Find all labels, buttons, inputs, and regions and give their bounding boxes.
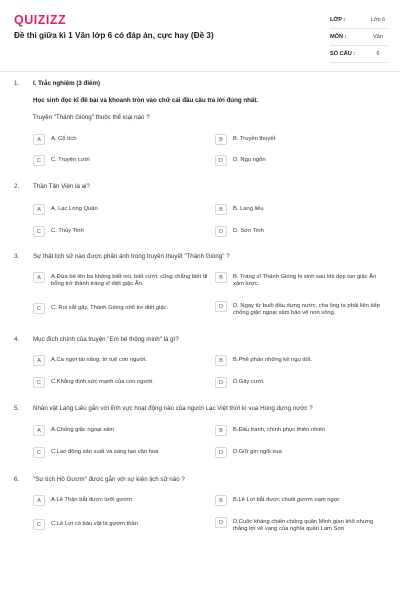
question-text: Thần Tản Viên là ai? [33,183,90,190]
meta-row-subject [330,29,388,46]
meta-box [330,12,388,63]
meta-value: Lớp 6 [370,17,386,23]
question-number: 5. [14,405,20,412]
option-letter: A [33,425,45,436]
option-text: B. Truyền thuyết [233,135,276,142]
meta-row-class [330,12,388,29]
option-b[interactable] [215,495,387,506]
meta-value: Văn [373,34,383,40]
option-letter: C [33,226,45,237]
document-title: Đề thi giữa kì 1 Văn lớp 6 có đáp án, cực hay (Đề 3) [14,31,214,40]
meta-value: 6 [376,51,380,57]
option-text: C. Truyện cười [51,156,90,163]
option-c[interactable] [33,447,211,458]
option-c[interactable] [33,226,193,237]
question-text: "Sự tích Hồ Gươm" được gắn với sự kiện lịch sử nào ? [33,476,185,483]
option-c[interactable] [33,155,193,166]
option-letter: B [215,355,227,366]
option-d[interactable] [215,517,387,534]
option-d[interactable] [215,226,385,237]
worksheet-header [0,0,400,72]
option-a[interactable] [33,425,211,436]
option-letter: C [33,303,45,314]
option-text: C.Khẳng định sức mạnh của con người. [51,378,155,385]
option-letter: D [215,226,227,237]
option-letter: C [33,377,45,388]
question-text: Truyện "Thánh Gióng" thuộc thể loại nào ? [33,114,150,121]
option-letter: B [215,425,227,436]
option-a[interactable] [33,355,211,366]
question-number: 3. [14,253,20,260]
option-a[interactable] [33,134,193,145]
option-text: B. Lang liêu [233,205,264,212]
option-text: B.Lê Lợi bắt được chuôi gươm nạm ngọc [233,496,340,503]
section-title: I. Trắc nghiệm (3 điểm) [33,80,101,87]
option-text: B.Phê phán những kẻ ngu dốt. [233,356,312,363]
option-text: D.Gây cười. [233,378,265,385]
option-letter: C [33,155,45,166]
option-c[interactable] [33,519,211,530]
option-letter: B [215,272,227,283]
option-text: D. Sơn Tinh [233,227,264,234]
option-letter: A [33,495,45,506]
option-letter: A [33,204,45,215]
question-text: Nhân vật Lang Liêu gắn với lĩnh vực hoạt động nào của người Lạc Việt thời kì vua Hùng dựng nước ? [33,405,313,412]
quizizz-logo: QUIZIZZ [14,13,67,27]
option-text: A.Đứa bé lên ba không biết nói, biết cười, cũng chẳng biết đi bỗng trở thành tráng sĩ diệt giặc Ân. [51,273,208,287]
option-letter: D [215,155,227,166]
option-letter: A [33,355,45,366]
option-text: D. Ngụ ngôn [233,156,266,163]
option-letter: A [33,134,45,145]
option-text: B.Đấu tranh, chinh phục thiên nhiên [233,426,326,433]
option-letter: D [215,377,227,388]
option-a[interactable] [33,495,211,506]
option-letter: B [215,134,227,145]
option-text: D.Cuộc kháng chiến chống quân Minh gian khổ nhưng thắng lợi vẻ vang của nghĩa quân Lam Sơn [233,518,374,532]
meta-row-count [330,46,388,63]
meta-key: LỚP : [330,17,346,23]
question-text: Sự thật lịch sử nào được phản ánh trong truyền thuyết "Thánh Gióng" ? [33,253,230,260]
option-letter: B [215,495,227,506]
option-d[interactable] [215,301,387,318]
option-a[interactable] [33,272,211,289]
question-text: Mục đích chính của truyện "Em bé thông minh" là gì? [33,336,179,343]
option-text: C.Lê Lợi có báu vật là gươm thần [51,520,138,527]
meta-key: SỐ CÂU : [330,51,356,57]
option-c[interactable] [33,303,211,314]
question-number: 2. [14,183,20,190]
meta-key: MÔN : [330,34,347,40]
option-letter: B [215,204,227,215]
option-b[interactable] [215,134,385,145]
option-text: A. Lạc Long Quân [51,205,98,212]
option-b[interactable] [215,204,385,215]
option-letter: A [33,272,45,283]
option-letter: C [33,519,45,530]
option-letter: D [215,301,227,312]
question-number: 6. [14,476,20,483]
option-a[interactable] [33,204,193,215]
option-letter: D [215,517,227,528]
option-b[interactable] [215,355,387,366]
option-letter: D [215,447,227,458]
option-text: A. Cổ tích [51,135,77,142]
option-d[interactable] [215,155,385,166]
option-text: A.Lê Thận bắt được lưỡi gươm [51,496,132,503]
option-text: D.Giữ gìn ngôi vua [233,448,282,455]
option-b[interactable] [215,272,387,289]
question-number: 1. [14,80,20,87]
option-text: B. Tráng sĩ Thánh Gióng hi sinh sau khi dẹp tan giặc Ân xâm lược. [233,273,377,287]
option-d[interactable] [215,447,387,458]
question-number: 4. [14,336,20,343]
option-text: C.Lao động sản xuất và sáng tạo văn hoá [51,448,159,455]
option-text: D. Ngay từ buổi đầu dựng nước, cha ông ta phải liên tiếp chống giặc ngoại xâm bảo vệ non sông. [233,302,380,316]
option-b[interactable] [215,425,387,436]
option-text: C. Roi sắt gãy, Thánh Gióng nhổ tre diệt giặc. [51,304,169,311]
option-c[interactable] [33,377,211,388]
option-text: A.Ca ngợi tài năng, trí tuệ con người. [51,356,147,363]
option-text: C. Thủy Tinh [51,227,84,234]
option-d[interactable] [215,377,387,388]
option-letter: C [33,447,45,458]
option-text: A.Chống giặc ngoại xâm [51,426,115,433]
section-instruction: Học sinh đọc kĩ đề bài và khoanh tròn vào chữ cái đầu câu trả lời đúng nhất. [33,97,259,104]
